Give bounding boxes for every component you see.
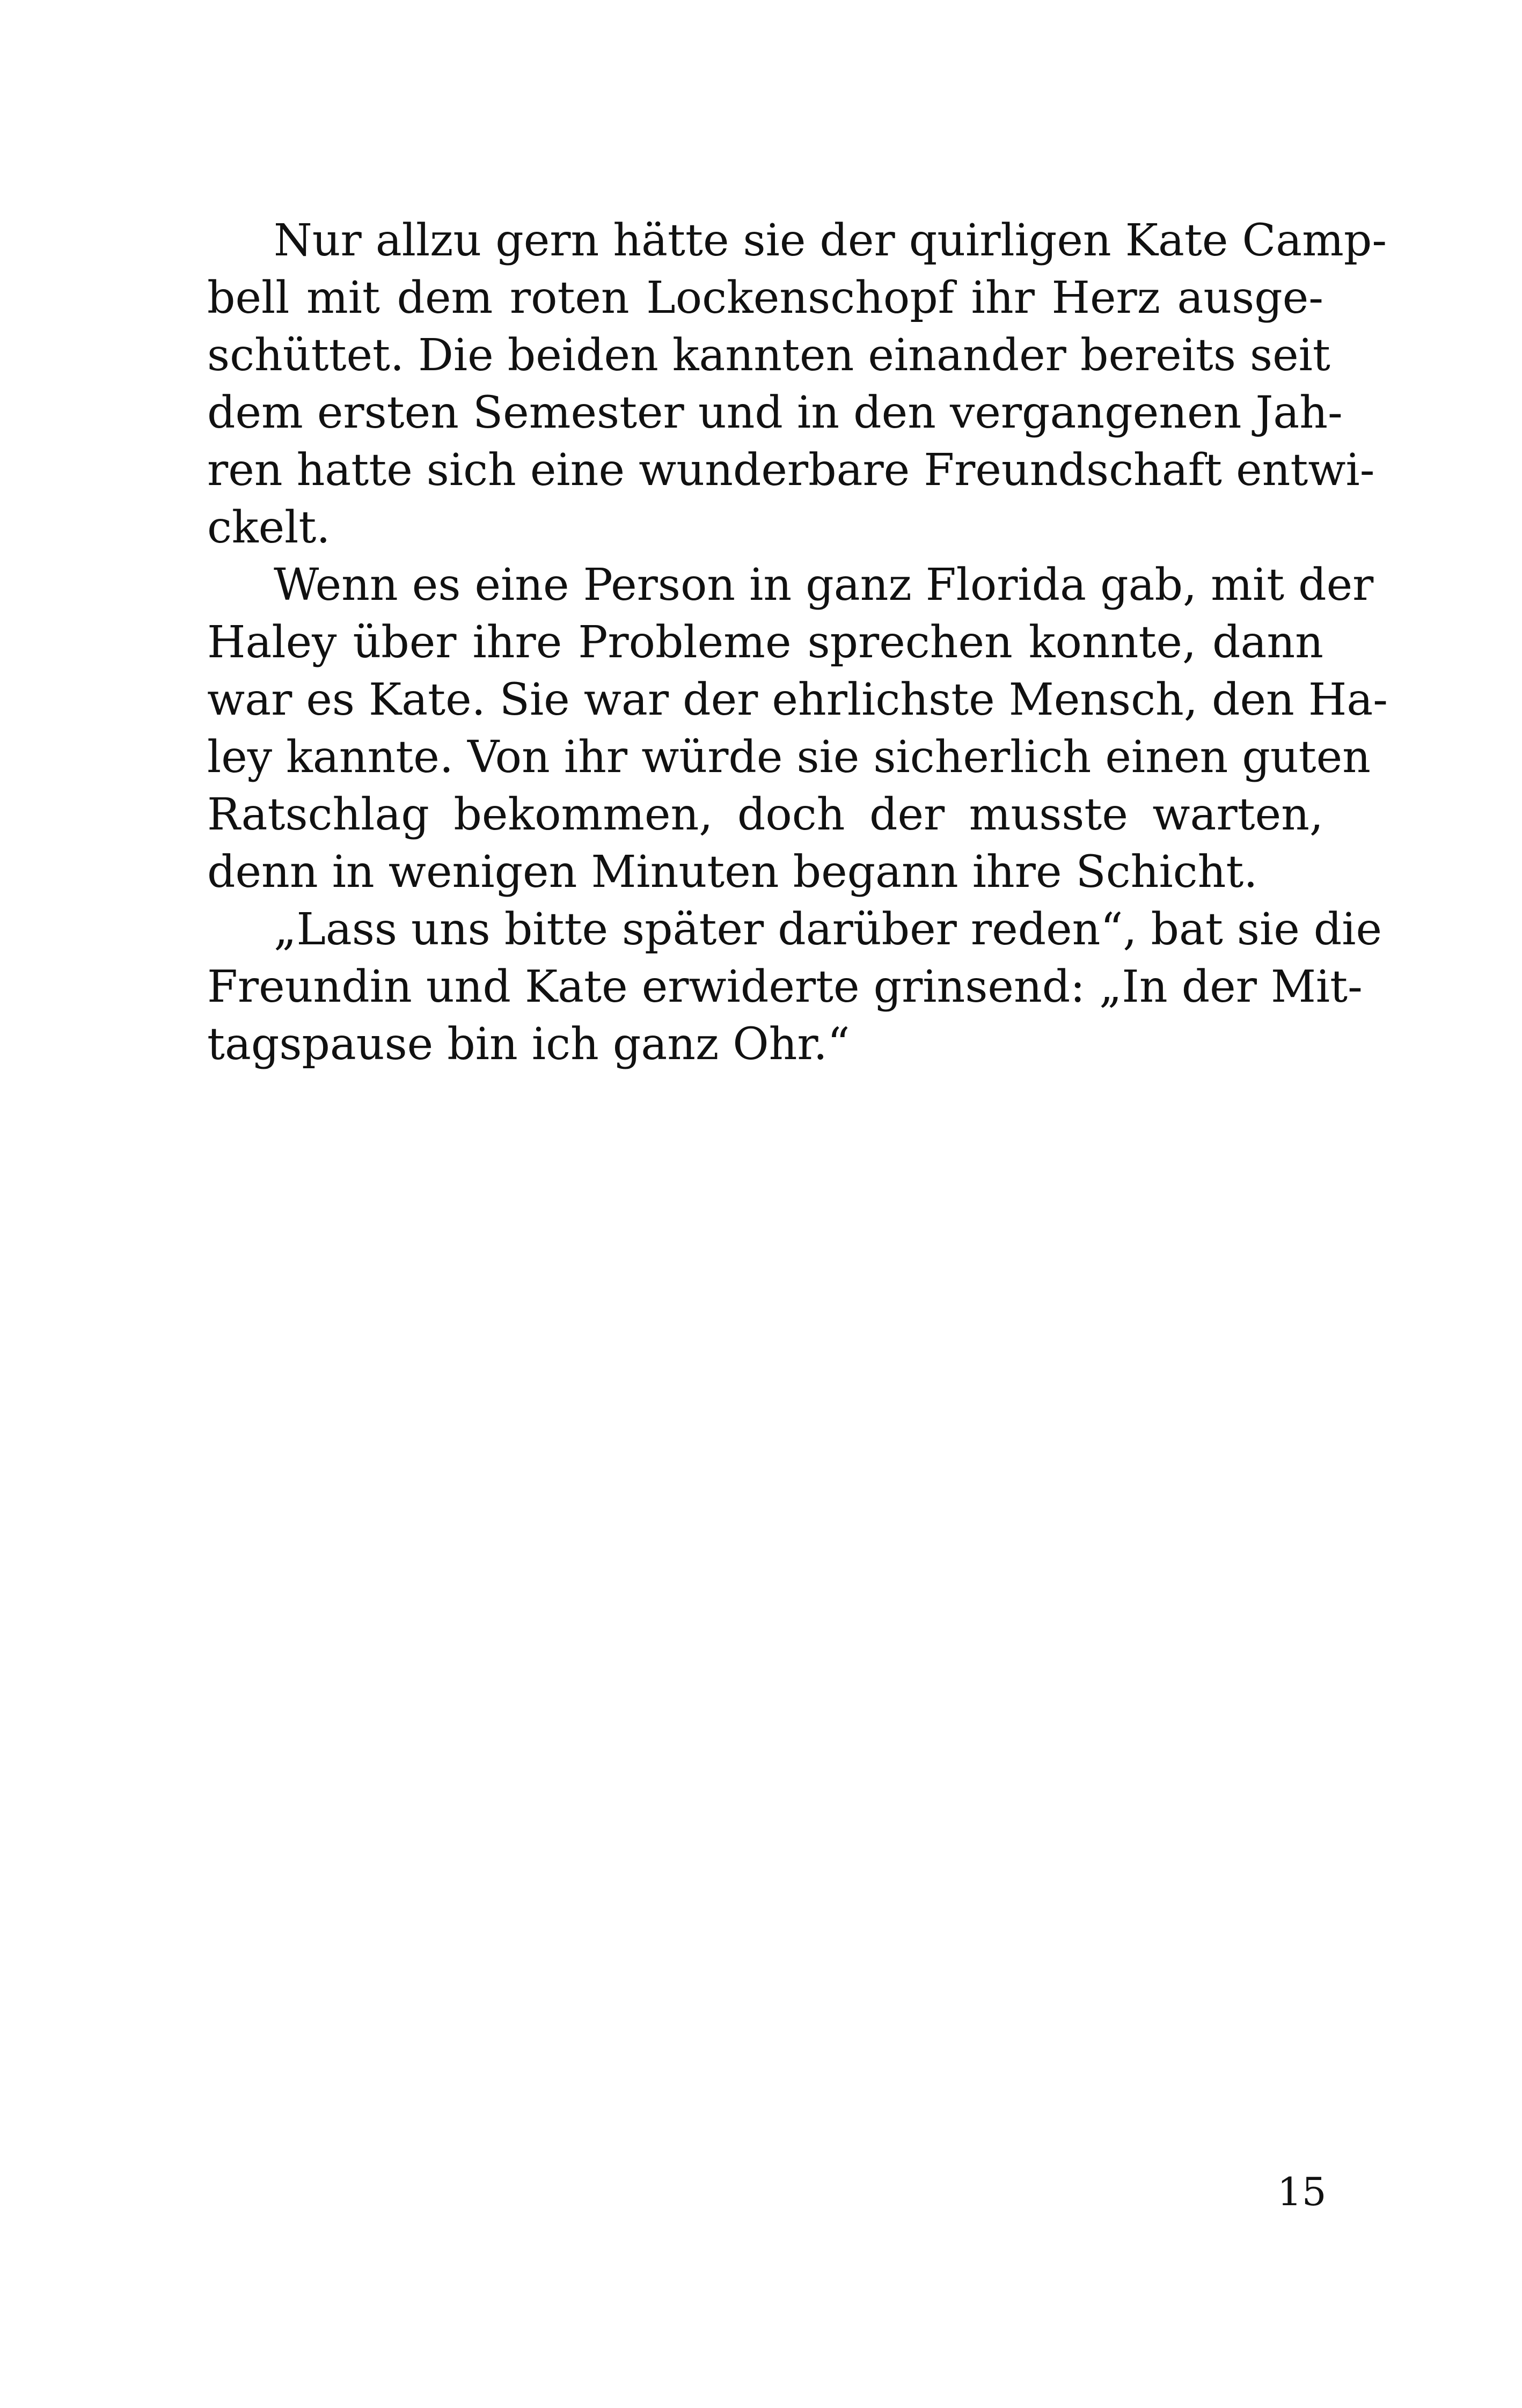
- text-line: tagspause bin ich ganz Ohr.“: [207, 1019, 850, 1070]
- text-line: war es Kate. Sie war der ehrlichste Mensch, den Ha-: [207, 674, 1388, 725]
- text-line: Freundin und Kate erwiderte grinsend: „In der Mit-: [207, 961, 1363, 1012]
- text-line: ren hatte sich eine wunderbare Freundschaft entwi-: [207, 445, 1375, 496]
- text-line: Haley über ihre Probleme sprechen konnte, dann: [207, 617, 1323, 668]
- text-line: „Lass uns bitte später darüber reden“, bat sie die: [274, 904, 1382, 955]
- text-line: denn in wenigen Minuten begann ihre Schicht.: [207, 847, 1258, 898]
- text-line: ley kannte. Von ihr würde sie sicherlich einen guten: [207, 732, 1371, 783]
- text-line: Ratschlag bekommen, doch der musste warten,: [207, 789, 1323, 840]
- text-line: schüttet. Die beiden kannten einander bereits seit: [207, 330, 1330, 381]
- text-line: ckelt.: [207, 502, 331, 553]
- paragraph-2: [207, 556, 1388, 901]
- text-line: Wenn es eine Person in ganz Florida gab, mit der: [274, 560, 1374, 611]
- page-number: 15: [1277, 2169, 1327, 2214]
- paragraph-1: [207, 212, 1387, 556]
- text-line: bell mit dem roten Lockenschopf ihr Herz ausge-: [207, 273, 1323, 324]
- body-text: [207, 212, 1388, 1073]
- text-line: dem ersten Semester und in den vergangenen Jah-: [207, 387, 1343, 438]
- text-line: Nur allzu gern hätte sie der quirligen Kate Camp-: [274, 215, 1387, 266]
- paragraph-3: [207, 901, 1382, 1073]
